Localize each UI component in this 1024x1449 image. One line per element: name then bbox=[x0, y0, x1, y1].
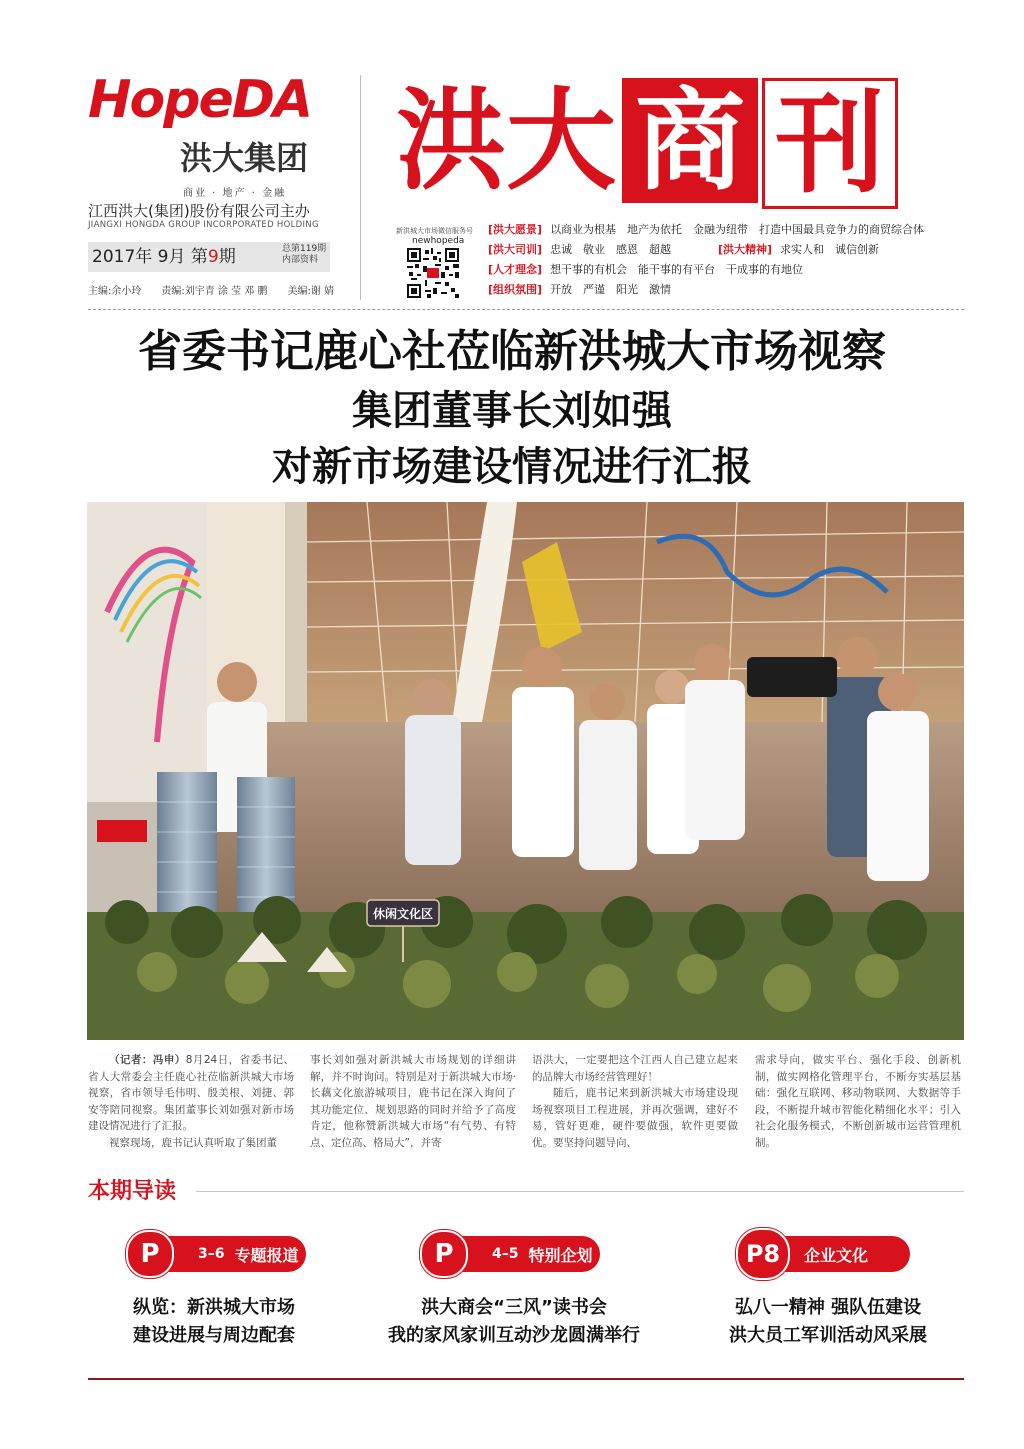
issue-total-number: 总第119期 bbox=[282, 244, 327, 254]
guide-section: 特别企划 bbox=[528, 1245, 593, 1265]
hopeda-logo: HopeDA bbox=[88, 70, 312, 130]
guide-headline-2b[interactable]: 我的家风家训互动沙龙圆满举行 bbox=[388, 1325, 640, 1346]
bottom-rule bbox=[88, 1378, 964, 1380]
slogan-tag: [洪大愿景] bbox=[488, 223, 543, 236]
guide-headline-2a[interactable]: 洪大商会“三风”读书会 bbox=[421, 1297, 607, 1318]
publication-title bbox=[396, 78, 898, 208]
slogan-talent bbox=[488, 263, 803, 277]
article-col3-p2: 随后，鹿书记来到新洪城大市场建设现场视察项目工程进展，并再次强调，建好不易，管好更难，硬件要做强，软件更要做优。要坚持问题导向、 bbox=[532, 1087, 738, 1149]
guide-pages: 4–5 bbox=[492, 1246, 519, 1262]
title-char-3: 商 bbox=[622, 78, 758, 203]
guide-title: 本期导读 bbox=[88, 1179, 177, 1204]
host-company-en: JIANGXI HONGDA GROUP INCORPORATED HOLDING bbox=[88, 220, 319, 230]
qr-code-icon[interactable] bbox=[407, 248, 459, 298]
guide-headline-1b[interactable]: 建设进展与周边配套 bbox=[133, 1325, 295, 1346]
slogan-text: 想干事的有机会 能干事的有平台 干成事的有地位 bbox=[550, 263, 804, 276]
slogan-tag: [洪大精神] bbox=[718, 243, 773, 256]
issue-internal: 内部资料 bbox=[282, 255, 319, 265]
issue-total bbox=[282, 244, 326, 266]
masthead-divider bbox=[360, 75, 361, 300]
slogan-tag: [洪大司训] bbox=[488, 243, 543, 256]
issue-suffix: 期 bbox=[218, 247, 236, 267]
article-column-3 bbox=[532, 1052, 738, 1151]
article-col4-text: 需求导向，做实平台、强化手段、创新机制，做实网格化管理平台，不断夯实基层基础：强化互联网、移动物联网、大数据等手段，不断提升城市智能化精细化水平；引入社会化服务模式，不断创新城市运营管理机制。 bbox=[755, 1054, 961, 1149]
title-char-4: 刊 bbox=[762, 78, 898, 209]
masthead-rule bbox=[88, 309, 964, 310]
article-col3-p1: 语洪大，一定要把这个江西人自己建立起来的品牌大市场经营管理好！ bbox=[532, 1054, 738, 1083]
title-char-2: 大 bbox=[506, 76, 616, 205]
slogan-text: 开放 严谨 阳光 激情 bbox=[550, 283, 672, 296]
guide-p-badge: P bbox=[126, 1230, 174, 1278]
qr-account-id: newhopeda bbox=[412, 236, 465, 246]
headline-sub-2: 对新市场建设情况进行汇报 bbox=[272, 444, 752, 490]
visit-photo bbox=[87, 502, 964, 1040]
slogan-atmosphere bbox=[488, 283, 671, 297]
guide-pages: 3–6 bbox=[198, 1246, 225, 1262]
issue-date: 2017年 9月 第 bbox=[92, 247, 208, 267]
article-column-4 bbox=[755, 1052, 961, 1151]
slogan-motto bbox=[488, 243, 671, 257]
article-col1-p2: 视察现场，鹿书记认真听取了集团董 bbox=[109, 1136, 277, 1149]
editor-credits: 主编:余小玲 责编:刘宇青 涂 莹 邓 鹏 美编:谢 婧 bbox=[88, 286, 335, 297]
group-name: 洪大集团 bbox=[180, 139, 309, 177]
guide-section: 专题报道 bbox=[234, 1245, 299, 1265]
issue-info bbox=[92, 246, 236, 268]
guide-headline-3b[interactable]: 洪大员工军训活动风采展 bbox=[729, 1325, 927, 1346]
guide-p-badge: P8 bbox=[736, 1228, 790, 1280]
article-column-1 bbox=[88, 1052, 294, 1151]
article-col2-text: 事长刘如强对新洪城大市场规划的详细讲解，并不时询问。特别是对于新洪城大市场·长藕文化旅游城项目，鹿书记在深入询问了其功能定位、规划思路的同时并给予了高度肯定，他称赞新洪城大市场“有气势、有特点、定位高、格局大”，并寄 bbox=[310, 1054, 516, 1149]
model-sign: 休闲文化区 bbox=[372, 907, 434, 921]
group-tagline: 商业 · 地产 · 金融 bbox=[183, 188, 287, 199]
slogan-text: 以商业为根基 地产为依托 金融为纽带 打造中国最具竞争力的商贸综合体 bbox=[550, 223, 925, 236]
slogan-spirit bbox=[718, 243, 879, 257]
guide-rule bbox=[196, 1191, 964, 1192]
article-col1-p1: 8月24日，省委书记、省人大常委会主任鹿心社莅临新洪城大市场视察，省市领导毛伟明、殷美根、刘捷、郭安等陪同视察。集团董事长刘如强对新市场建设情况进行了汇报。 bbox=[88, 1054, 294, 1132]
issue-number: 9 bbox=[207, 247, 219, 267]
host-company-cn: 江西洪大(集团)股份有限公司主办 bbox=[88, 202, 310, 220]
slogan-tag: [人才理念] bbox=[488, 263, 543, 276]
guide-headline-3a[interactable]: 弘八一精神 强队伍建设 bbox=[734, 1297, 922, 1318]
slogan-text: 求实人和 诚信创新 bbox=[780, 243, 880, 256]
slogan-tag: [组织氛围] bbox=[488, 283, 543, 296]
headline-sub-1: 集团董事长刘如强 bbox=[352, 388, 672, 434]
guide-p-badge: P bbox=[420, 1230, 468, 1278]
slogan-vision bbox=[488, 223, 924, 237]
slogan-text: 忠诚 敬业 感恩 超越 bbox=[550, 243, 672, 256]
article-byline: （记者：冯申） bbox=[109, 1054, 186, 1066]
qr-caption: 新洪城大市场微信服务号 bbox=[396, 227, 473, 235]
article-column-2 bbox=[310, 1052, 516, 1151]
guide-headline-1a[interactable]: 纵览：新洪城大市场 bbox=[133, 1297, 295, 1318]
title-char-1: 洪 bbox=[396, 76, 506, 205]
headline-main: 省委书记鹿心社莅临新洪城大市场视察 bbox=[138, 326, 886, 377]
guide-section: 企业文化 bbox=[804, 1245, 869, 1265]
